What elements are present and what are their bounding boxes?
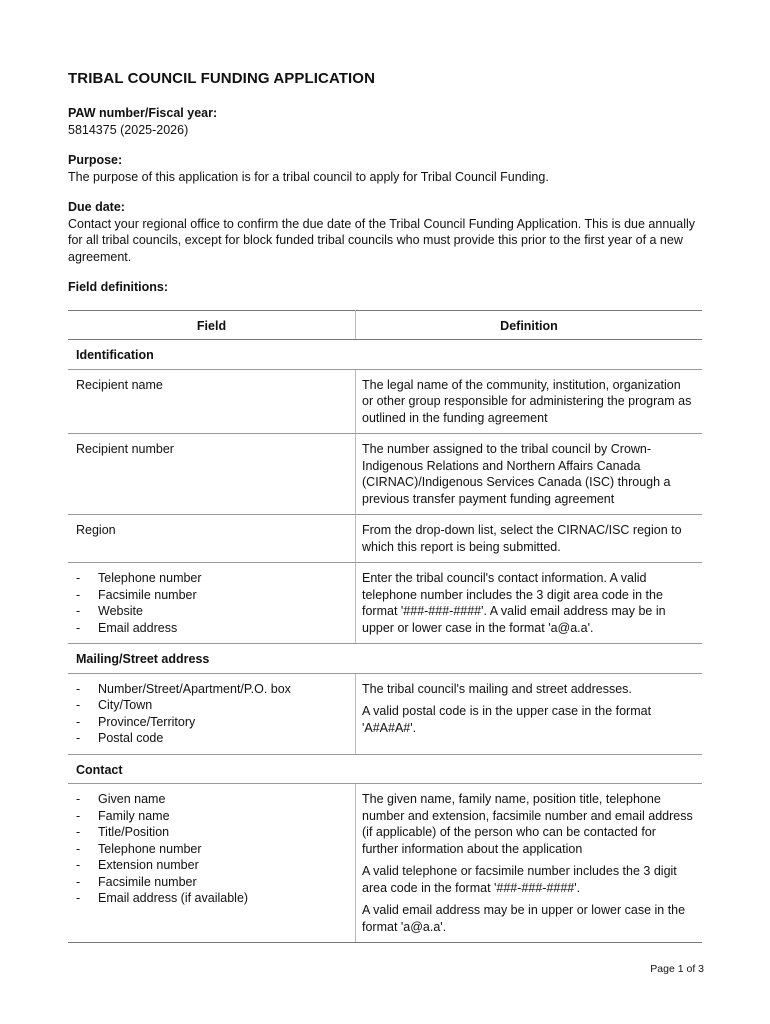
field-cell (68, 673, 356, 754)
group-row-mailing-address (68, 644, 702, 674)
list-item: - Family name (76, 808, 347, 825)
definition-text: The tribal council's mailing and street addresses. (362, 681, 632, 696)
definition-text: A valid postal code is in the upper case in the format 'A#A#A#'. (362, 704, 652, 735)
definition-cell (356, 369, 703, 434)
table-header-row (68, 310, 702, 340)
table-row (68, 434, 702, 515)
definition-text: The given name, family name, position title, telephone number and extension, facsimile number and email address (if applicable) of the person who can be contacted for further information about the application (362, 792, 693, 856)
definition-text: The legal name of the community, institution, organization or other group responsible for administering the program as outlined in the funding agreement (362, 377, 692, 425)
group-row-identification (68, 340, 702, 370)
group-row-contact (68, 754, 702, 784)
purpose-section (68, 152, 703, 185)
page-number: Page 1 of 3 (650, 963, 704, 975)
purpose-text: The purpose of this application is for a tribal council to apply for Tribal Council Funding. (68, 169, 549, 184)
definition-cell (356, 673, 703, 754)
list-item: - Email address (if available) (76, 890, 347, 907)
definition-text: A valid telephone or facsimile number includes the 3 digit area code in the format '###-###-####'. (362, 864, 677, 895)
document-title: TRIBAL COUNCIL FUNDING APPLICATION (68, 70, 376, 87)
paw-label: PAW number/Fiscal year: (68, 106, 218, 120)
list-item: - Website (76, 603, 347, 620)
definition-cell (356, 784, 703, 943)
field-list (76, 570, 347, 636)
list-item: - Given name (76, 791, 347, 808)
list-item: - City/Town (76, 697, 347, 714)
definition-text: Enter the tribal council's contact information. A valid telephone number includes the 3 digit area code in the format '###-###-####'. A valid email address may be in upper or lower case in the format 'a@a.a'. (362, 571, 666, 635)
definition-cell (356, 515, 703, 563)
definition-text: A valid email address may be in upper or lower case in the format 'a@a.a'. (362, 903, 686, 934)
field-definitions-heading: Field definitions: (68, 280, 168, 294)
definition-text: From the drop-down list, select the CIRNAC/ISC region to which this report is being submitted. (362, 523, 682, 554)
table-row (68, 369, 702, 434)
field-list (76, 681, 347, 747)
table-row (68, 515, 702, 563)
paw-section (68, 105, 703, 138)
list-item: - Email address (76, 620, 347, 637)
document-page (68, 70, 703, 943)
due-date-section (68, 199, 703, 265)
table-row (68, 563, 702, 644)
definition-cell (356, 434, 703, 515)
field-cell (68, 563, 356, 644)
field-list (76, 791, 347, 907)
table-row (68, 673, 702, 754)
due-date-label: Due date: (68, 200, 125, 214)
field-cell (68, 784, 356, 943)
field-cell: Recipient name (68, 369, 356, 434)
list-item: - Number/Street/Apartment/P.O. box (76, 681, 347, 698)
list-item: - Telephone number (76, 841, 347, 858)
group-label: Mailing/Street address (68, 644, 702, 674)
definition-cell (356, 563, 703, 644)
list-item: - Postal code (76, 730, 347, 747)
purpose-label: Purpose: (68, 153, 123, 167)
field-definitions-table (68, 310, 702, 944)
table-row (68, 784, 702, 943)
group-label: Contact (68, 754, 702, 784)
column-header-field: Field (68, 310, 356, 340)
paw-value: 5814375 (2025-2026) (68, 122, 189, 137)
definition-text: The number assigned to the tribal council by Crown-Indigenous Relations and Northern Affairs Canada (CIRNAC)/Indigenous Services Canada (ISC) through a previous transfer payment funding agreement (362, 442, 671, 506)
list-item: - Title/Position (76, 824, 347, 841)
group-label: Identification (68, 340, 702, 370)
list-item: - Facsimile number (76, 587, 347, 604)
list-item: - Telephone number (76, 570, 347, 587)
field-cell: Recipient number (68, 434, 356, 515)
list-item: - Extension number (76, 857, 347, 874)
list-item: - Province/Territory (76, 714, 347, 731)
column-header-definition: Definition (356, 310, 703, 340)
field-cell: Region (68, 515, 356, 563)
list-item: - Facsimile number (76, 874, 347, 891)
due-date-text: Contact your regional office to confirm the due date of the Tribal Council Funding Application. This is due annually for all tribal councils, except for block funded tribal councils who must provide this prior to the first year of a new agreement. (68, 216, 695, 264)
